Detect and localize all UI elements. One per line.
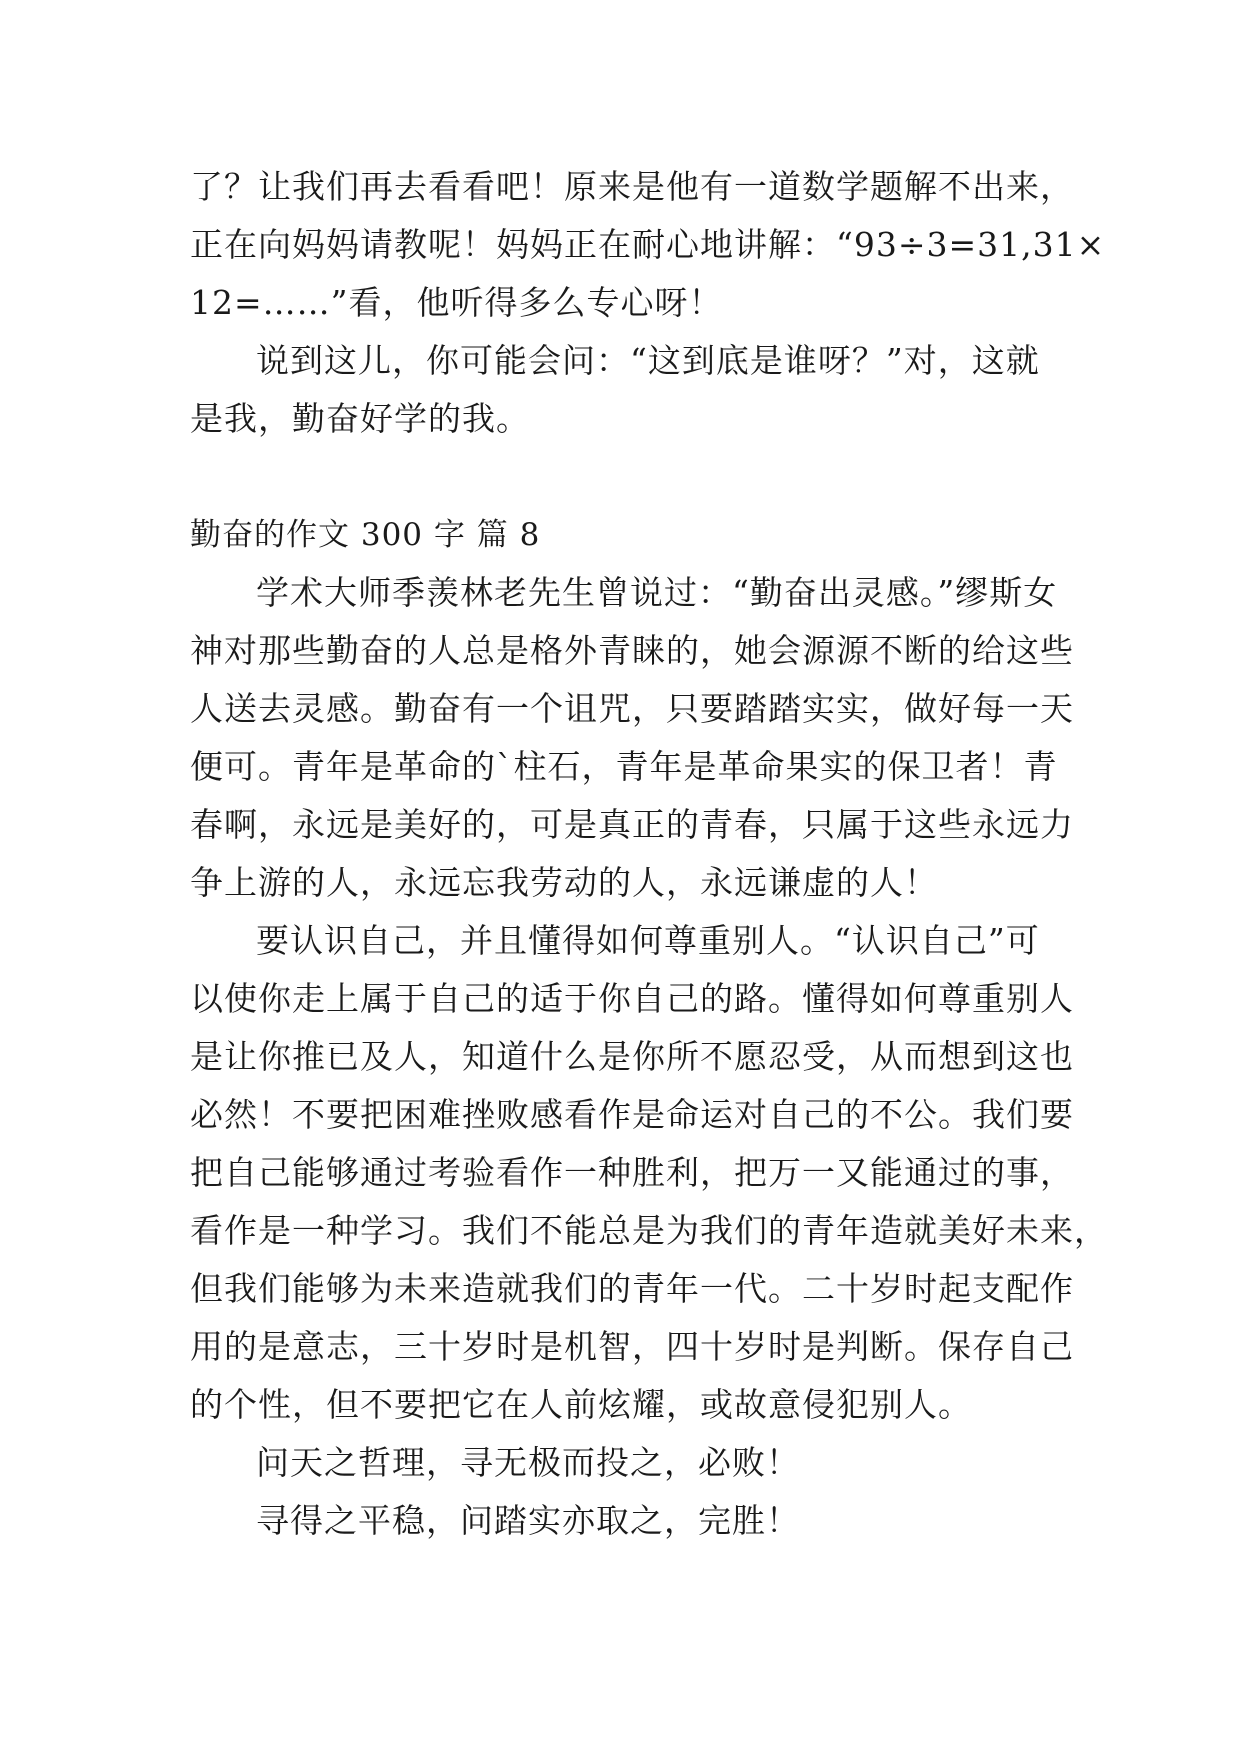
text-line: 学术大师季羡林老先生曾说过：“勤奋出灵感。”缪斯女: [256, 573, 1058, 612]
text-line: 神对那些勤奋的人总是格外青睐的，她会源源不断的给这些: [190, 631, 1074, 670]
paragraph-3: [190, 1434, 1070, 1492]
text-line: 以使你走上属于自己的适于你自己的路。懂得如何尊重别人: [190, 979, 1074, 1018]
paragraph-continued: [190, 158, 1106, 332]
text-line: 必然！不要把困难挫败感看作是命运对自己的不公。我们要: [190, 1095, 1074, 1134]
text-line: 问天之哲理，寻无极而投之，必败！: [256, 1443, 800, 1482]
text-line: 争上游的人，永远忘我劳动的人，永远谦虚的人！: [190, 863, 938, 902]
text-line: 了？让我们再去看看吧！原来是他有一道数学题解不出来，: [190, 167, 1074, 206]
text-line: 的个性，但不要把它在人前炫耀，或故意侵犯别人。: [190, 1385, 972, 1424]
text-line: 是让你推已及人，知道什么是你所不愿忍受，从而想到这也: [190, 1037, 1074, 1076]
text-line: 寻得之平稳，问踏实亦取之，完胜！: [256, 1501, 800, 1540]
paragraph-2: [190, 912, 1108, 1434]
text-line: 人送去灵感。勤奋有一个诅咒，只要踏踏实实，做好每一天: [190, 689, 1074, 728]
section-heading: 勤奋的作文 300 字 篇 8: [190, 517, 541, 553]
text-line: 看作是一种学习。我们不能总是为我们的青年造就美好未来，: [190, 1211, 1108, 1250]
text-line: 但我们能够为未来造就我们的青年一代。二十岁时起支配作: [190, 1269, 1074, 1308]
text-line: 把自己能够通过考验看作一种胜利，把万一又能通过的事，: [190, 1153, 1074, 1192]
text-line: 春啊，永远是美好的，可是真正的青春，只属于这些永远力: [190, 805, 1074, 844]
text-line: 说到这儿，你可能会问：“这到底是谁呀？”对，这就: [256, 341, 1040, 380]
text-line: 便可。青年是革命的`柱石，青年是革命果实的保卫者！青: [190, 747, 1058, 786]
section-spacer: [190, 448, 1070, 506]
text-line: 是我，勤奋好学的我。: [190, 399, 530, 438]
paragraph-closing: [190, 332, 1070, 448]
text-line: 正在向妈妈请教呢！妈妈正在耐心地讲解：“93÷3=31,31×: [190, 225, 1106, 264]
paragraph-4: [190, 1492, 1070, 1550]
text-column: [190, 158, 1108, 1550]
text-line: 要认识自己，并且懂得如何尊重别人。“认识自己”可: [256, 921, 1040, 960]
text-line: 用的是意志，三十岁时是机智，四十岁时是判断。保存自己: [190, 1327, 1074, 1366]
text-line: 12=……”看，他听得多么专心呀！: [190, 283, 723, 322]
paragraph-1: [190, 564, 1074, 912]
